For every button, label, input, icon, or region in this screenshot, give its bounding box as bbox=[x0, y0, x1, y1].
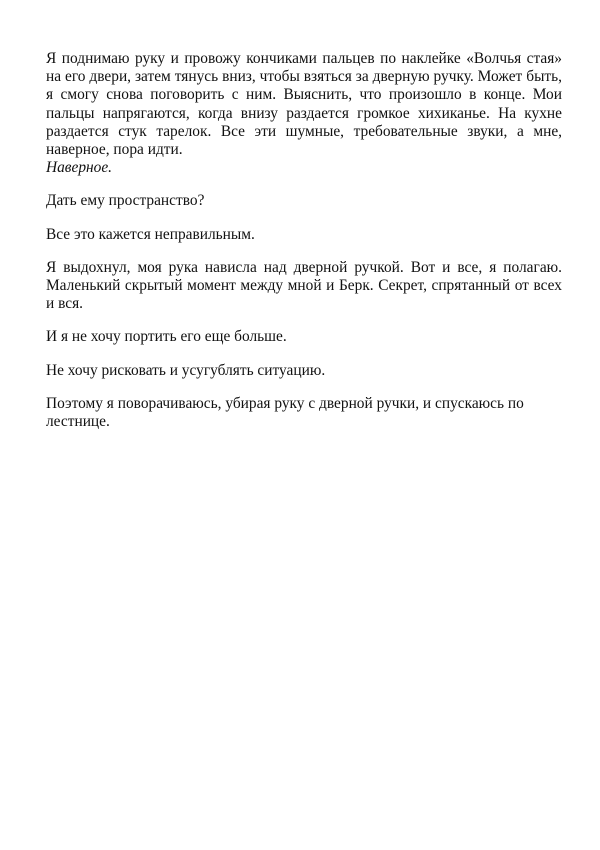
paragraph-3: Все это кажется неправильным. bbox=[46, 225, 255, 243]
paragraph-5: И я не хочу портить его еще больше. bbox=[46, 328, 287, 346]
paragraph-2: Дать ему пространство? bbox=[46, 192, 205, 210]
document-body bbox=[46, 50, 562, 446]
paragraph-1 bbox=[46, 50, 562, 177]
paragraph-1-text: Я поднимаю руку и провожу кончиками пальцев по наклейке «Волчья стая» на его двери, затем тянусь вниз, чтобы взяться за дверную ручку. Может быть, я смогу снова поговорить с ним. Выяснить, что произошло в конце. Мои пальцы напрягаются, когда внизу раздается громкое хихиканье. На кухне раздается стук тарелок. Все эти шумные, требовательные звуки, а мне, наверное, пора идти. bbox=[46, 50, 562, 159]
paragraph-7: Поэтому я поворачиваюсь, убирая руку с дверной ручки, и спускаюсь по лестнице. bbox=[46, 394, 524, 431]
paragraph-4: Я выдохнул, моя рука нависла над дверной ручкой. Вот и все, я полагаю. Маленький скрытый момент между мной и Берк. Секрет, спрятанный от всех и вся. bbox=[46, 258, 562, 313]
paragraph-1-emphasis: Наверное. bbox=[46, 159, 113, 177]
paragraph-6: Не хочу рисковать и усугублять ситуацию. bbox=[46, 361, 326, 379]
